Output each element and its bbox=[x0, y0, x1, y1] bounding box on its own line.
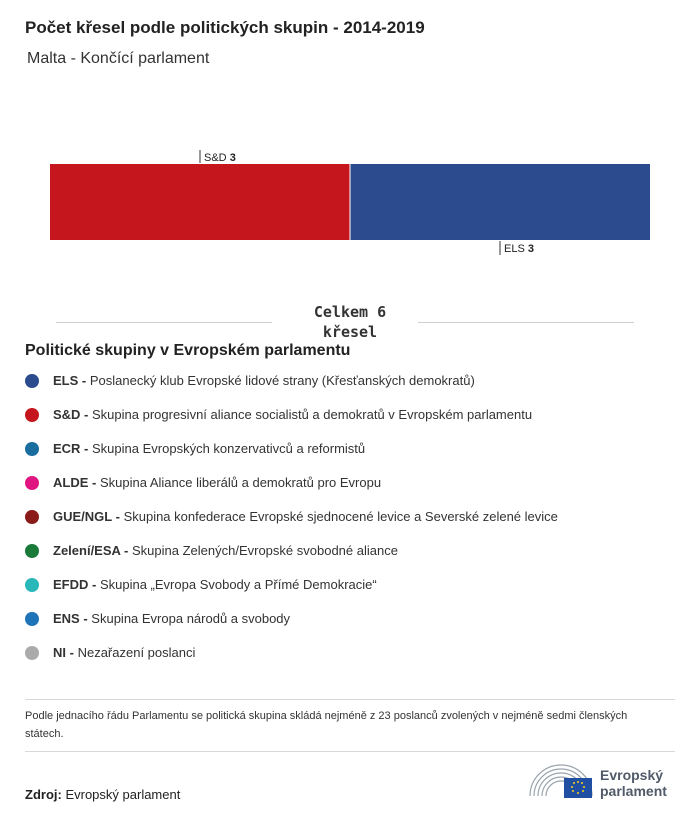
legend-abbr: ALDE - bbox=[53, 475, 97, 490]
source-value: Evropský parlament bbox=[65, 787, 181, 802]
legend-dot bbox=[25, 612, 39, 626]
legend-desc: Skupina Evropských konzervativců a reformistů bbox=[92, 441, 366, 456]
legend-abbr: EFDD - bbox=[53, 577, 97, 592]
legend-abbr: Zelení/ESA - bbox=[53, 543, 129, 558]
legend-item-text bbox=[53, 473, 381, 493]
legend-item-text bbox=[53, 405, 532, 425]
legend-dot bbox=[25, 442, 39, 456]
total-line-right bbox=[418, 322, 634, 323]
legend-abbr: GUE/NGL - bbox=[53, 509, 120, 524]
legend-dot bbox=[25, 476, 39, 490]
legend-desc: Skupina progresivní aliance socialistů a demokratů v Evropském parlamentu bbox=[92, 407, 533, 422]
chart-subtitle: Malta - Končící parlament bbox=[27, 50, 210, 67]
legend-desc: Nezařazení poslanci bbox=[77, 645, 196, 660]
legend-dot bbox=[25, 646, 39, 660]
legend-desc: Skupina Aliance liberálů a demokratů pro Evropu bbox=[99, 475, 382, 490]
logo-line1: Evropský bbox=[600, 767, 664, 783]
legend-dot bbox=[25, 578, 39, 592]
bar-segment-1 bbox=[350, 164, 650, 240]
chart-title: Počet křesel podle politických skupin - 2014-2019 bbox=[25, 18, 425, 37]
legend-abbr: S&D - bbox=[53, 407, 89, 422]
legend-dot bbox=[25, 374, 39, 388]
legend-dot bbox=[25, 544, 39, 558]
total-seats bbox=[280, 302, 420, 342]
legend-desc: Skupina „Evropa Svobody a Přímé Demokracie“ bbox=[99, 577, 377, 592]
divider-top bbox=[25, 699, 675, 700]
legend-desc: Skupina konfederace Evropské sjednocené levice a Severské zelené levice bbox=[123, 509, 558, 524]
legend-item-text bbox=[53, 371, 475, 391]
ep-hemicycle-icon bbox=[528, 762, 594, 802]
total-seats-line2: křesel bbox=[322, 323, 378, 341]
legend-desc: Skupina Evropa národů a svobody bbox=[91, 611, 291, 626]
ep-logo bbox=[528, 760, 678, 802]
legend-desc: Poslanecký klub Evropské lidové strany (Křesťanských demokratů) bbox=[89, 373, 475, 388]
legend-item-text bbox=[53, 609, 290, 629]
legend-abbr: NI - bbox=[53, 645, 74, 660]
legend-item-text bbox=[53, 541, 398, 561]
source bbox=[25, 787, 180, 802]
bar-label-0: S&D 3 bbox=[204, 152, 236, 164]
legend-dot bbox=[25, 408, 39, 422]
legend-abbr: ENS - bbox=[53, 611, 88, 626]
legend-item-text bbox=[53, 575, 377, 595]
legend-abbr: ECR - bbox=[53, 441, 89, 456]
total-line-left bbox=[56, 322, 272, 323]
legend-item-text bbox=[53, 643, 195, 663]
legend-item-text bbox=[53, 507, 558, 527]
seat-bar-chart bbox=[0, 140, 700, 260]
footnote: Podle jednacího řádu Parlamentu se politická skupina skládá nejméně z 23 poslanců zvolených v nejméně sedmi členských státech. bbox=[25, 710, 628, 740]
bar-label-1: ELS 3 bbox=[504, 243, 534, 255]
logo-line2: parlament bbox=[600, 783, 667, 799]
total-seats-line1: Celkem 6 bbox=[313, 303, 387, 321]
source-label: Zdroj: bbox=[25, 787, 62, 802]
legend-desc: Skupina Zelených/Evropské svobodné aliance bbox=[132, 543, 398, 558]
divider-bottom bbox=[25, 751, 675, 752]
legend-title: Politické skupiny v Evropském parlamentu bbox=[25, 342, 351, 359]
legend-dot bbox=[25, 510, 39, 524]
legend-item-text bbox=[53, 439, 365, 459]
legend-abbr: ELS - bbox=[53, 373, 87, 388]
bar-segment-0 bbox=[50, 164, 350, 240]
